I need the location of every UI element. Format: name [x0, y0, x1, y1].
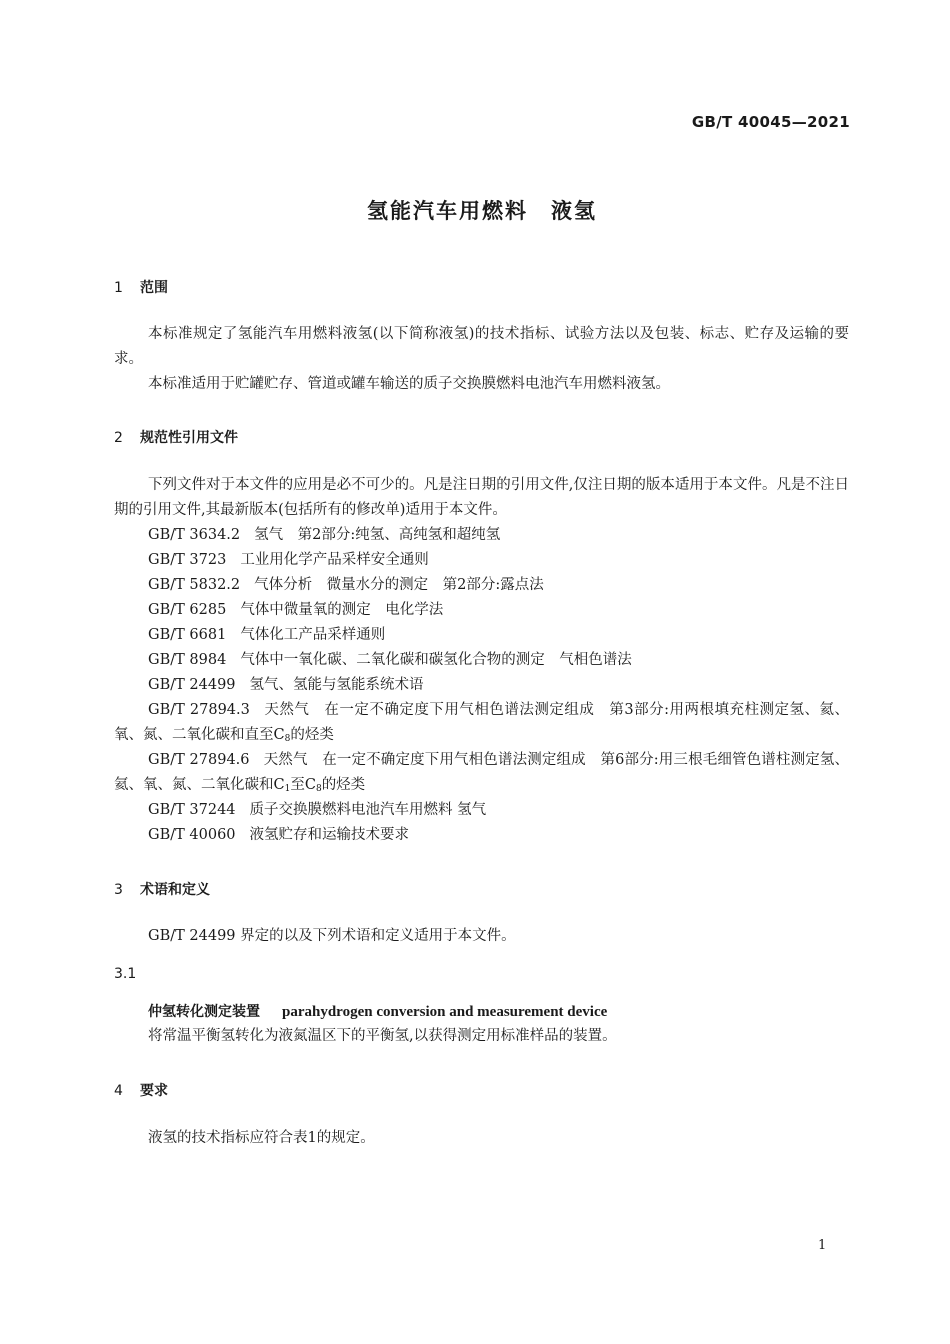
section-number: 1 [114, 280, 123, 296]
section-2-heading [114, 427, 238, 447]
reference-code: GB/T 6285 [148, 602, 227, 618]
term-definition: 将常温平衡氢转化为液氮温区下的平衡氢,以获得测定用标准样品的装置。 [148, 1028, 617, 1044]
section-number: 3 [114, 882, 123, 898]
reference-code: GB/T 6681 [148, 627, 227, 643]
term-english: parahydrogen conversion and measurement device [282, 1004, 608, 1020]
section-title: 规范性引用文件 [140, 430, 238, 446]
section-1-heading [114, 277, 168, 297]
standard-code: GB/T 40045—2021 [691, 113, 850, 131]
reference-title-end: 的烃类 [290, 727, 334, 743]
reference-code: GB/T 40060 [148, 827, 236, 843]
reference-item [148, 598, 443, 623]
reference-code: GB/T 8984 [148, 652, 227, 668]
term-chinese: 仲氢转化测定装置 [148, 1004, 260, 1020]
reference-item [114, 698, 849, 752]
reference-title-end: 的烃类 [321, 777, 366, 793]
reference-item [114, 748, 849, 802]
section-title: 术语和定义 [140, 882, 210, 898]
reference-title: 气体中一氧化碳、二氧化碳和碳氢化合物的测定 气相色谱法 [240, 652, 632, 668]
section-1-para-1: 本标准规定了氢能汽车用燃料液氢(以下简称液氢)的技术指标、试验方法以及包装、标志、贮存及运输的要求。 [114, 326, 849, 367]
section-3-intro: GB/T 24499 界定的以及下列术语和定义适用于本文件。 [148, 928, 516, 944]
section-number: 2 [114, 430, 123, 446]
section-4-para-1: 液氢的技术指标应符合表1的规定。 [148, 1130, 375, 1146]
reference-code: GB/T 3723 [148, 552, 227, 568]
section-4-heading [114, 1080, 168, 1100]
carbon-subscript: 1 [284, 784, 291, 794]
section-number: 4 [114, 1083, 123, 1099]
section-title: 范围 [140, 280, 168, 296]
section-1-para-2: 本标准适用于贮罐贮存、管道或罐车输送的质子交换膜燃料电池汽车用燃料液氢。 [148, 376, 670, 392]
reference-title: 氢气、氢能与氢能系统术语 [249, 677, 424, 693]
section-2-intro: 下列文件对于本文件的应用是必不可少的。凡是注日期的引用文件,仅注日期的版本适用于本文件。凡是不注日期的引用文件,其最新版本(包括所有的修改单)适用于本文件。 [114, 477, 849, 518]
reference-code: GB/T 27894.6 [148, 752, 250, 768]
reference-code: GB/T 5832.2 [148, 577, 241, 593]
reference-item [148, 648, 632, 673]
reference-code: GB/T 24499 [148, 677, 236, 693]
reference-item [148, 673, 424, 698]
term-heading [148, 1000, 607, 1025]
reference-title: 液氢贮存和运输技术要求 [249, 827, 410, 843]
section-title: 要求 [140, 1083, 168, 1099]
reference-item [148, 523, 500, 548]
reference-item [148, 548, 429, 573]
reference-title: 氢气 第2部分:纯氢、高纯氢和超纯氢 [254, 527, 501, 543]
document-title: 氢能汽车用燃料 液氢 [367, 199, 597, 223]
reference-title: 质子交换膜燃料电池汽车用燃料 氢气 [249, 802, 487, 818]
carbon-subscript: 8 [284, 734, 291, 744]
reference-title: 天然气 在一定不确定度下用气相色谱法测定组成 第6部分:用三根毛细管色谱柱测定氢、氦、氧、氮、二氧化碳和 [114, 752, 849, 793]
reference-item [148, 573, 544, 598]
reference-title: 工业用化学产品采样安全通则 [240, 552, 429, 568]
reference-title: 气体化工产品采样通则 [240, 627, 386, 643]
reference-code: GB/T 3634.2 [148, 527, 241, 543]
section-3-heading [114, 879, 210, 899]
term-number: 3.1 [114, 966, 137, 982]
reference-item [148, 798, 486, 823]
carbon-subscript: 8 [315, 784, 322, 794]
reference-title: 天然气 在一定不确定度下用气相色谱法测定组成 第3部分:用两根填充柱测定氢、氦、氧、氮、二氧化碳和直至 [114, 702, 849, 743]
carbon-symbol: C [304, 777, 316, 793]
page-number: 1 [818, 1238, 827, 1253]
reference-title: 气体中微量氧的测定 电化学法 [240, 602, 444, 618]
reference-title-mid: 至 [290, 777, 305, 793]
reference-item [148, 823, 409, 848]
reference-title: 气体分析 微量水分的测定 第2部分:露点法 [254, 577, 544, 593]
reference-code: GB/T 27894.3 [148, 702, 250, 718]
reference-item [148, 623, 385, 648]
reference-code: GB/T 37244 [148, 802, 236, 818]
carbon-symbol: C [273, 777, 285, 793]
carbon-symbol: C [273, 727, 285, 743]
